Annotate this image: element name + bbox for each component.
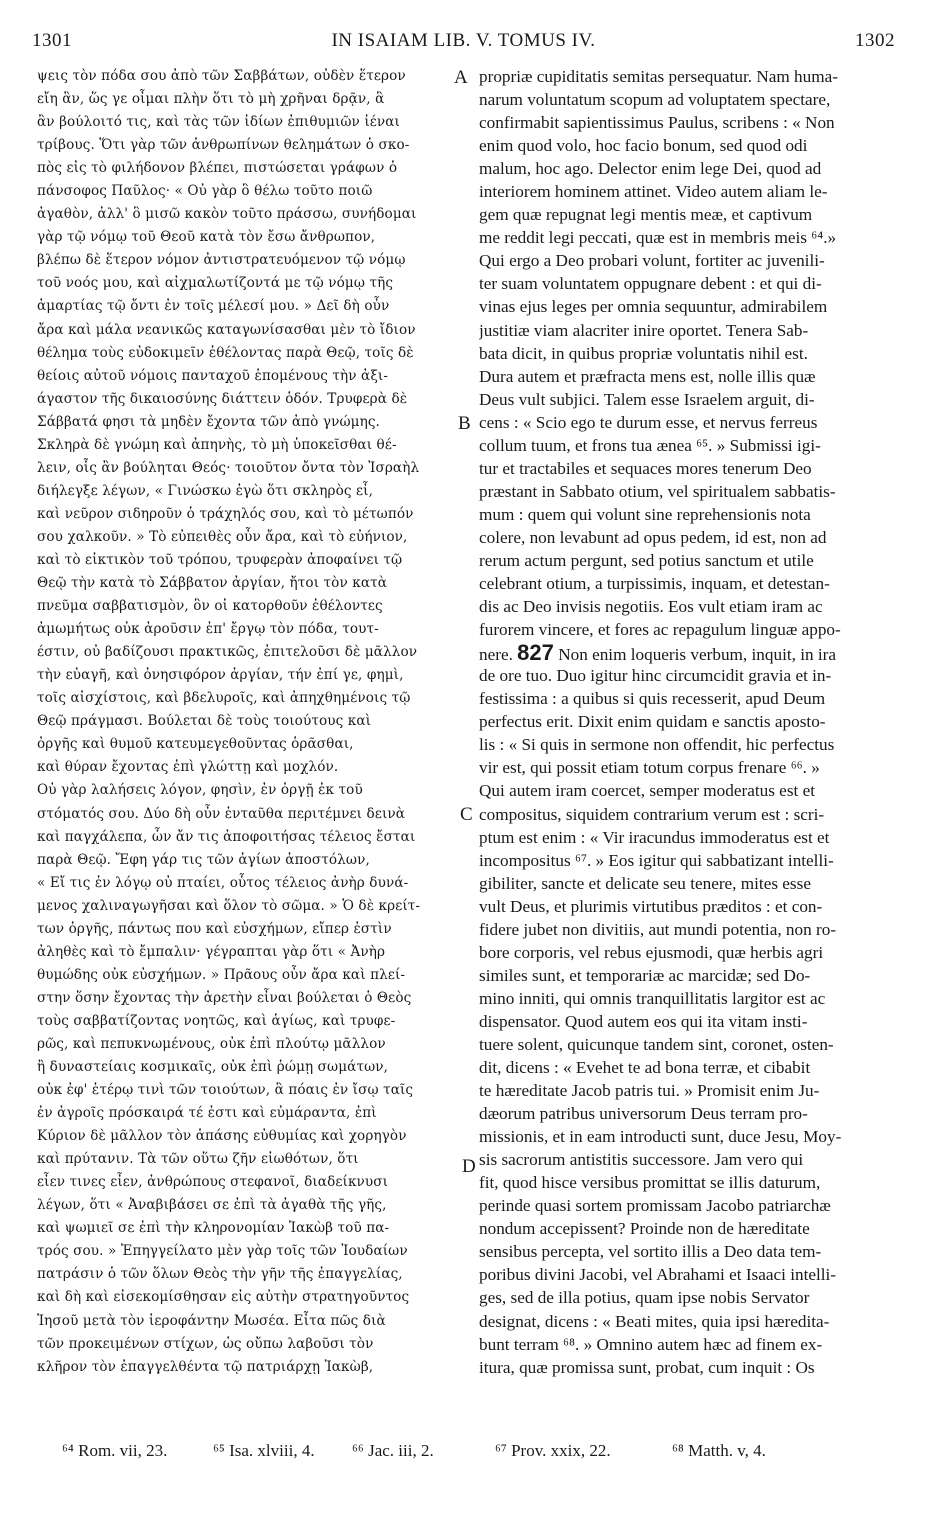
latin-line: fit, quod hisce versibus promittat se illis daturum, [479,1173,821,1193]
greek-line: έστιν, οὐ βαδίζουσι πρακτικῶς, ἐπιτελοῦσι δὲ μᾶλλον [37,644,418,661]
latin-line [479,641,891,664]
latin-line: compositus, siquidem contrarium verum est : scri- [479,804,825,824]
greek-line: κλῆρον τὸν ἐπαγγελθέντα τῷ πατριάρχῃ Ἰακὼβ, [37,1358,374,1375]
section-marker-b: B [458,413,471,434]
greek-line: λειν, οἷς ἂν βούληται Θεός· τοιοῦτον ὄντα τὸν Ἰσραὴλ [37,459,420,476]
greek-line: Κύριον δὲ μᾶλλον τὸν ἁπάσης εὐθυμίας καὶ χορηγὸν [37,1128,407,1145]
greek-line: καὶ ψωμιεῖ σε ἐπὶ τὴν κληρονομίαν Ἰακὼβ τοῦ πα- [37,1220,390,1237]
latin-line-rest: Non enim loqueris verbum, inquit, in ira [558,645,837,665]
footnote: ⁶⁶ Jac. iii, 2. [352,1441,434,1460]
greek-line: Θεῷ πράγμασι. Βούλεται δὲ τοὺς τοιούτους καὶ [37,713,372,730]
latin-line: gem quæ repugnat legi mentis meæ, et captivum [479,205,813,225]
greek-line: Σάββατά φησι τὰ μηδὲν ἔχοντα τῶν ἀπὸ γνώμης. [37,413,380,430]
latin-line: collum tuum, et frons tua ænea ⁶⁵. » Submissi igi- [479,435,821,455]
greek-line: μενος χαλιναγωγῆσαι καὶ ὅλον τὸ σῶμα. » Ὁ δὲ κρείτ- [37,897,421,914]
latin-line: itura, quæ promissa sunt, probat, cum inquit : Os [479,1357,815,1377]
latin-line: sis sacrorum antistitis successore. Jam vero qui [479,1150,804,1170]
greek-line: « Εἴ τις ἐν λόγῳ οὐ πταίει, οὗτος τέλειος ἀνὴρ δυνά- [37,874,409,891]
latin-line: interiorem hominem attinet. Video autem aliam le- [479,182,828,202]
latin-line: lis : « Si quis in sermone non offendit, hic perfectus [479,735,835,755]
latin-line: gibiliter, sancte et delicate seu tenere, mites esse [479,873,811,893]
greek-line: εἶεν τινες εἶεν, ἀνθρώπους στεφανοῖ, διαδείκνυσι [37,1174,389,1191]
greek-line: ἀμωμήτως οὐκ ἀροῦσιν ἐπ' ἔργῳ τὸν πόδα, τουτ- [37,621,379,638]
latin-line: præstant in Sabbato otium, vel spiritualem sabbatis- [479,481,836,501]
latin-line: dispensator. Quod autem eos qui ita vitam insti- [479,1011,808,1031]
latin-line: tuere solent, quicunque tandem sint, coronet, osten- [479,1034,834,1054]
latin-line: me reddit legi peccati, quæ est in membris meis ⁶⁴.» [479,228,837,248]
greek-line: θείοις αὐτοῦ νόμοις πανταχοῦ ἑπομένους τὴν ἀξι- [37,367,389,384]
latin-line: confirmabit sapientissimus Paulus, scribens : « Non [479,113,835,133]
page-number-right: 1302 [855,30,895,51]
latin-line: designat, dicens : « Beati mites, quia ipsi hæredita- [479,1311,830,1331]
latin-line: Qui autem iram coercet, semper moderatus est et [479,781,815,801]
greek-line: παρὰ Θεῷ. Ἔφη γάρ τις τῶν ἁγίων ἀποστόλων, [37,851,370,868]
greek-line: ἀληθὲς καὶ τὸ ἔμπαλιν· γέγραπται γὰρ ὅτι « Ἀνὴρ [37,943,386,960]
footnote: ⁶⁷ Prov. xxix, 22. [495,1441,611,1460]
greek-line: ἄρα καὶ μάλα νεανικῶς καταγωνίσασθαι μὲν τὸ ἴδιον [37,321,416,338]
latin-line: Deus vult subjici. Talem esse Israelem arguit, di- [479,389,815,409]
greek-line: τοῦ νοός μου, καὶ αἰχμαλωτίζοντά με τῷ νόμῳ τῆς [37,275,394,292]
running-header [0,30,927,58]
latin-line: perfectus erit. Dixit enim quidam e sanctis aposto- [479,712,826,732]
greek-line: Θεῷ τὴν κατὰ τὸ Σάββατον ἀργίαν, ἤτοι τὸν κατὰ [37,575,388,592]
greek-line: ἁμαρτίας τῷ ὄντι ἐν τοῖς μέλεσί μου. » Δεῖ δὴ οὖν [37,298,390,315]
greek-line: τρός σου. » Ἐπηγγείλατο μὲν γὰρ τοῖς τῶν Ἰουδαίων [37,1243,408,1260]
greek-line: τῶν προκειμένων στίχων, ὡς οὔπω λαβοῦσι τὸν [37,1335,374,1352]
greek-line: Οὐ γὰρ λαλήσεις λόγον, φησὶν, ἐν ὀργῇ ἐκ τοῦ [37,782,363,799]
greek-line: οὐκ ἐφ' ἑτέρῳ τινὶ τῶν τοιούτων, ἃ πόαις ἐν ἴσῳ ταῖς [37,1082,414,1099]
latin-line: missionis, et in eam introducti sunt, duce Jesu, Moy- [479,1127,842,1147]
greek-line: καὶ πρύτανιν. Τὰ τῶν οὕτω ζῆν εἰωθότων, ὅτι [37,1151,359,1168]
greek-line: εἴη ἂν, ὥς γε οἶμαι πλὴν ὅτι τὸ μὴ χρῆναι δρᾷν, ἃ [37,91,385,108]
latin-line: Qui ergo a Deo probari volunt, fortiter ac juvenili- [479,251,825,271]
running-title: IN ISAIAM LIB. V. TOMUS IV. [331,30,596,51]
latin-line: similes sunt, et temporariæ ac marcidæ; sed Do- [479,965,811,985]
latin-line: vult Deus, et plurimis virtutibus præditos : et con- [479,896,823,916]
greek-line: θυμώδης οὐκ εὐσχήμων. » Πρᾶους οὖν ἄρα καὶ πλεί- [37,966,406,983]
latin-line: enim quod volo, hoc facio bonum, sed quod odi [479,136,808,156]
greek-line: των ὀργῆς, πάντως που καὶ εὐσχήμων, εἴπερ ἐστὶν [37,920,392,937]
latin-line: malum, hoc ago. Delector enim lege Dei, quod ad [479,159,822,179]
greek-line: λέγων, ὅτι « Ἀναβιβάσει σε ἐπὶ τὰ ἀγαθὰ τῆς γῆς, [37,1197,387,1214]
latin-line: fidere jubet non divitiis, aut mundi potentia, non ro- [479,919,837,939]
greek-line: γὰρ τῷ νόμῳ τοῦ Θεοῦ κατὰ τὸν ἔσω ἄνθρωπον, [37,229,376,246]
latin-line: tur et tractabiles et sequaces mores tenerum Deo [479,458,812,478]
latin-line: furorem vincere, et fores ac repagulum linguæ appo- [479,620,841,640]
greek-line: τοὺς σαββατίζοντας νοητῶς, καὶ ἁγίως, καὶ τρυφε- [37,1012,396,1029]
greek-line: ἐν ἀγροῖς πρόσκαιρά τέ ἐστι καὶ εὐμάραντα, ἐπὶ [37,1105,377,1122]
greek-line: καὶ δὴ καὶ εἰσεκομίσθησαν εἰς αὐτὴν στρατηγοῦντος [37,1289,410,1306]
greek-line: τοῖς αἰσχίστοις, καὶ βδελυροῖς, καὶ ἀπηχθημένοις τῷ [37,690,411,707]
latin-line: narum voluntatum scopum ad voluptatem spectare, [479,90,831,110]
latin-line: ter suam voluntatem oppugnare debent : et qui di- [479,274,822,294]
footnote: ⁶⁴ Rom. vii, 23. [62,1441,168,1460]
footnote: ⁶⁵ Isa. xlviii, 4. [213,1441,315,1460]
greek-line: καὶ νεῦρον σιδηροῦν ὁ τράχηλός σου, καὶ τὸ μέτωπόν [37,505,414,522]
greek-line: τρίβους. Ὅτι γὰρ τῶν ἀνθρωπίνων θελημάτων ὁ σκο- [37,137,410,154]
greek-line: στην ὅσην ἔχοντας τὴν ἀρετὴν εἶναι βούλεται ὁ Θεὸς [37,989,412,1006]
latin-line: bata dicit, in quibus propriæ voluntatis nihil est. [479,343,808,363]
greek-line: ἀγαθὸν, ἀλλ' ὃ μισῶ κακὸν τοῦτο πράσσω, συνήδομαι [37,206,417,223]
greek-line: καὶ τὸ εἰκτικὸν τοῦ τρόπου, τρυφερὰν ἀποφαίνει τῷ [37,551,403,568]
section-marker-a: A [454,67,468,88]
latin-line: celebrant otium, a turpissimis, inquam, et detestan- [479,574,830,594]
greek-line: Ἰησοῦ μετὰ τὸν ἱεροφάντην Μωσέα. Εἶτα πῶς διὰ [37,1312,386,1329]
latin-line: dæorum patribus universorum Deus terram pro- [479,1104,808,1124]
greek-line: τὴν εὐαγῆ, καὶ ὀνησιφόρον ἀργίαν, τήν ἐπί γε, φημὶ, [37,667,404,684]
latin-line: Dura autem et præfracta mens est, nolle illis quæ [479,366,816,386]
column-number: 827 [517,641,554,665]
latin-line: ptum est enim : « Vir iracundus immoderatus est et [479,827,830,847]
greek-line: πὸς εἰς τὸ φιλήδονον βλέπει, πιστώσεται γράφων ὁ [37,160,398,177]
greek-column [37,65,449,1379]
section-marker-d: D [462,1156,476,1177]
latin-line: cens : « Scio ego te durum esse, et nervus ferreus [479,412,818,432]
latin-line: mum : quem qui volunt sine reprehensionis nota [479,504,811,524]
latin-line: justitiæ viam alacriter inire oportet. Tenera Sab- [479,320,809,340]
latin-line: perinde quasi sortem promissam Jacobo patriarchæ [479,1196,831,1216]
greek-line: στόματός σου. Δύο δὴ οὖν ἐνταῦθα περιτέμνει δεινὰ [37,805,406,822]
page-number-left: 1301 [32,30,72,51]
greek-line: ψεις τὸν πόδα σου ἀπὸ τῶν Σαββάτων, οὐδὲν ἕτερον [37,68,406,84]
latin-line: incompositus ⁶⁷. » Eos igitur qui sabbatizant intelli- [479,850,834,870]
greek-line: βλέπω δὲ ἕτερον νόμον ἀντιστρατευόμενον τῷ νόμῳ [37,252,406,269]
greek-line: ρῶς, καὶ πεπυκνωμένους, οὐκ ἐπὶ πλούτῳ μᾶλλον [37,1035,386,1052]
latin-line: dis ac Deo invisis negotiis. Eos vult etiam iram ac [479,597,823,617]
latin-line: bunt terram ⁶⁸. » Omnino autem hæc ad finem ex- [479,1334,823,1354]
greek-line: πνεῦμα σαββατισμὸν, ὃν οἱ κατορθοῦν ἐθέλοντες [37,598,383,615]
greek-line: σου χαλκοῦν. » Τὸ εὐπειθὲς οὖν ἄρα, καὶ τὸ εὐήνιον, [37,528,408,545]
latin-line: colere, non levabunt ad opus pedem, id est, non ad [479,527,827,547]
latin-line: ges, sed de illa potius, quam ipse nobis Servator [479,1288,810,1308]
latin-line: bore corporis, vel rebus ejusmodi, quæ herbis agri [479,942,824,962]
latin-line: festissima : a quibus si quis recesserit, apud Deum [479,689,826,709]
greek-line: καὶ θύραν ἔχοντας ἐπὶ γλώττῃ καὶ μοχλόν. [37,759,339,776]
greek-line: ὀργῆς καὶ θυμοῦ κατευμεγεθοῦντας ὁρᾶσθαι, [37,736,354,753]
latin-line: mino inniti, qui omnis tranquillitatis largitor est ac [479,988,826,1008]
greek-line: ἂν βούλοιτό τις, καὶ τὰς τῶν ἰδίων ἐπιθυμιῶν ἰέναι [37,114,400,131]
latin-line: nondum accepissent? Proinde non de hæreditate [479,1219,810,1239]
latin-line: propriæ cupiditatis semitas persequatur. Nam huma- [479,67,838,86]
latin-column [479,65,891,1379]
greek-line: Σκληρὰ δὲ γνώμη καὶ ἀπηνὴς, τὸ μὴ ὑποκεῖσθαι θέ- [37,436,397,453]
latin-line: te hæreditate Jacob patris tui. » Promisit enim Ju- [479,1081,820,1101]
latin-line: sensibus percepta, vel sortito illis a Deo data tem- [479,1242,822,1262]
latin-line: vir est, qui possit etiam totum corpus frenare ⁶⁶. » [479,758,820,778]
latin-line: vinas ejus leges per omnia sequuntur, admirabilem [479,297,828,317]
greek-line: θέλημα τοὺς εὐδοκιμεῖν ἐθέλοντας παρὰ Θεῷ, τοῖς δὲ [37,344,414,361]
greek-line: διήλεγξε λέγων, « Γινώσκω ἐγὼ ὅτι σκληρὸς εἶ, [37,482,374,499]
latin-line: rerum actum pergunt, sed potius sanctum et utile [479,550,814,570]
footnote: ⁶⁸ Matth. v, 4. [672,1441,766,1460]
greek-line: ἢ δυναστείαις κοσμικαῖς, οὐκ ἐπὶ ῥώμῃ σωμάτων, [37,1059,389,1076]
latin-line-prefix: nere. [479,645,513,665]
section-marker-c: C [460,804,473,825]
greek-line: πατράσιν ὁ τῶν ὅλων Θεὸς τὴν γῆν τῆς ἐπαγγελίας, [37,1266,403,1283]
greek-line: καὶ παγχάλεπα, ὧν ἄν τις ἀποφοιτήσας τέλειος ἔσται [37,828,416,845]
latin-line: de ore tuo. Duo igitur hinc circumcidit gravia et in- [479,666,832,686]
latin-line: poribus divini Jacobi, vel Abrahami et Isaaci intelli- [479,1265,837,1285]
greek-line: άγαστον τῆς δικαιοσύνης διάττειν ὁδόν. Τρυφερὰ δὲ [37,390,408,407]
greek-line: πάνσοφος Παῦλος· « Οὐ γὰρ ὃ θέλω τοῦτο ποιῶ [37,183,373,200]
latin-line: dit, dicens : « Evehet te ad bona terræ, et cibabit [479,1058,811,1078]
